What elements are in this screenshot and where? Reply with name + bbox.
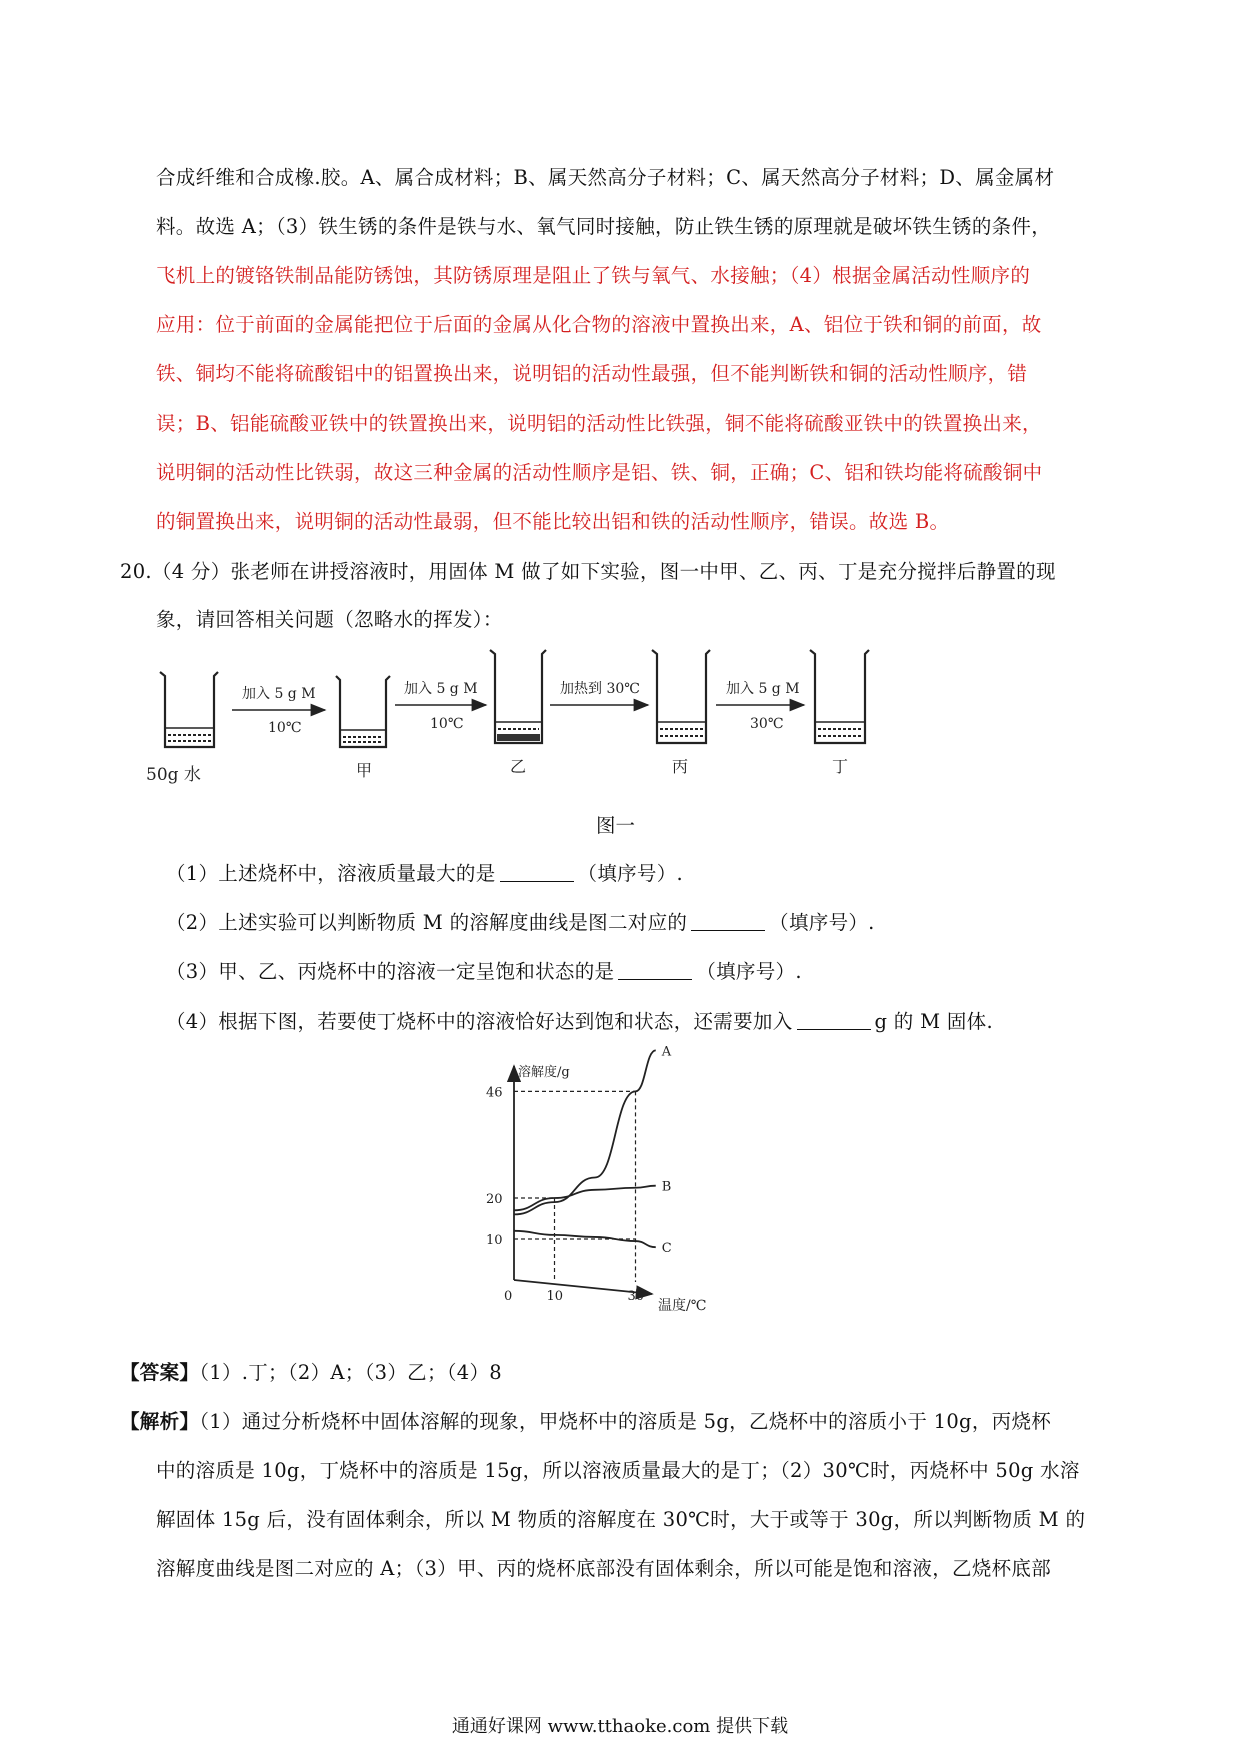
analysis-line: 溶解度曲线是图二对应的 A；（3）甲、丙的烧杯底部没有固体剩余，所以可能是饱和溶液，乙烧杯底部 — [156, 1557, 1052, 1580]
analysis-text: （1）通过分析烧杯中固体溶解的现象，甲烧杯中的溶质是 5g，乙烧杯中的溶质小于 10g，丙烧杯 — [199, 1410, 1052, 1433]
step-1-label: 加入 5 g M — [242, 686, 316, 702]
answer-blank[interactable] — [618, 961, 692, 980]
analysis-line-1 — [120, 1406, 1051, 1434]
question-20: 20.（4 分）张老师在讲授溶液时，用固体 M 做了如下实验，图一中甲、乙、丙、丁是充分搅拌后静置的现 — [120, 560, 1056, 583]
step-arrow-4 — [716, 681, 804, 732]
y-axis-label: 溶解度/g — [518, 1065, 570, 1080]
beaker-jia — [336, 676, 390, 747]
analysis-text-line: 料。故选 A；（3）铁生锈的条件是铁与水、氧气同时接触，防止铁生锈的原理就是破坏铁生锈的条件， — [156, 215, 1052, 238]
subquestion-3-hint: （填序号）. — [696, 960, 802, 983]
y-tick-label: 46 — [486, 1085, 503, 1101]
answer-line — [120, 1357, 502, 1385]
subquestion-1-hint: （填序号）. — [577, 862, 684, 885]
step-4-temp: 30℃ — [750, 716, 784, 732]
x-tick-label: 0 — [504, 1289, 513, 1304]
x-tick-label: 30 — [627, 1289, 645, 1304]
step-arrow-3 — [550, 680, 648, 705]
analysis-red-line: 飞机上的镀铬铁制品能防锈蚀，其防锈原理是阻止了铁与氧气、水接触；（4）根据金属活动性顺序的 — [156, 264, 1031, 287]
subquestion-3 — [166, 956, 802, 984]
figure-1-caption: 图一 — [596, 814, 636, 837]
subquestion-1 — [166, 858, 683, 886]
subquestion-1-text: （1）上述烧杯中，溶液质量最大的是 — [166, 862, 496, 885]
step-1-temp: 10℃ — [268, 720, 302, 736]
beaker-bing — [652, 650, 710, 743]
page-footer: 通通好课网 www.tthaoke.com 提供下载 — [451, 1716, 789, 1737]
analysis-line: 中的溶质是 10g，丁烧杯中的溶质是 15g，所以溶液质量最大的是丁；（2）30℃时，丙烧杯中 50g 水溶 — [156, 1459, 1080, 1482]
beaker-label-jia: 甲 — [356, 761, 373, 780]
analysis-red-line: 说明铜的活动性比铁弱，故这三种金属的活动性顺序是铝、铁、铜，正确；C、铝和铁均能将硫酸铜中 — [156, 461, 1043, 484]
subquestion-4 — [166, 1006, 993, 1034]
beaker-label-ding: 丁 — [832, 757, 849, 776]
analysis-line: 解固体 15g 后，没有固体剩余，所以 M 物质的溶解度在 30℃时，大于或等于 30g，所以判断物质 M 的 — [156, 1508, 1086, 1531]
y-tick-label: 10 — [486, 1233, 503, 1248]
y-tick-label: 20 — [486, 1192, 503, 1207]
subquestion-2-text: （2）上述实验可以判断物质 M 的溶解度曲线是图二对应的 — [166, 911, 688, 934]
beaker-start — [160, 672, 218, 747]
start-label: 50g 水 — [146, 765, 201, 785]
analysis-label: 【解析】 — [120, 1410, 200, 1433]
answer-blank[interactable] — [797, 1011, 871, 1030]
step-arrow-2 — [395, 681, 486, 732]
step-2-temp: 10℃ — [430, 716, 464, 732]
figure-1-experiment — [146, 650, 930, 790]
step-2-label: 加入 5 g M — [404, 681, 478, 697]
analysis-red-line: 应用：位于前面的金属能把位于后面的金属从化合物的溶液中置换出来，A、铝位于铁和铜的前面，故 — [156, 313, 1042, 336]
step-3-label: 加热到 30℃ — [560, 681, 640, 697]
answer-label: 【答案】 — [120, 1361, 200, 1384]
subquestion-2-hint: （填序号）. — [769, 911, 875, 934]
beaker-label-bing: 丙 — [672, 757, 689, 776]
series-label-B: B — [661, 1179, 672, 1195]
subquestion-4-text: （4）根据下图，若要使丁烧杯中的溶液恰好达到饱和状态，还需要加入 — [166, 1010, 793, 1033]
step-4-label: 加入 5 g M — [726, 681, 800, 697]
series-label-A: A — [661, 1044, 672, 1060]
question-20-cont: 象，请回答相关问题（忽略水的挥发）： — [156, 608, 503, 631]
answer-blank[interactable] — [691, 912, 765, 931]
subquestion-3-text: （3）甲、乙、丙烧杯中的溶液一定呈饱和状态的是 — [166, 960, 615, 983]
subquestion-2 — [166, 907, 875, 935]
beaker-label-yi: 乙 — [510, 757, 527, 776]
answer-text: （1）.丁；（2）A；（3）乙；（4）8 — [199, 1361, 503, 1384]
beaker-ding — [810, 650, 869, 743]
analysis-text-line: 合成纤维和合成橡.胶。A、属合成材料；B、属天然高分子材料；C、属天然高分子材料；D、属金属材 — [156, 166, 1055, 189]
solubility-chart — [480, 1044, 760, 1328]
step-arrow-1 — [232, 686, 325, 736]
answer-blank[interactable] — [500, 863, 574, 882]
analysis-red-line: 误；B、铝能硫酸亚铁中的铁置换出来，说明铝的活动性比铁强，铜不能将硫酸亚铁中的铁置换出来， — [156, 412, 1042, 435]
analysis-red-line: 铁、铜均不能将硫酸铝中的铝置换出来，说明铝的活动性最强，但不能判断铁和铜的活动性顺序，错 — [156, 362, 1028, 385]
subquestion-4-hint: g 的 M 固体. — [874, 1010, 993, 1033]
beaker-yi — [490, 650, 546, 743]
analysis-red-line: 的铜置换出来，说明铜的活动性最弱，但不能比较出铝和铁的活动性顺序，错误。故选 B。 — [156, 510, 950, 533]
x-axis-label: 温度/℃ — [658, 1298, 707, 1314]
x-tick-label: 10 — [546, 1289, 564, 1304]
series-label-C: C — [661, 1241, 672, 1257]
